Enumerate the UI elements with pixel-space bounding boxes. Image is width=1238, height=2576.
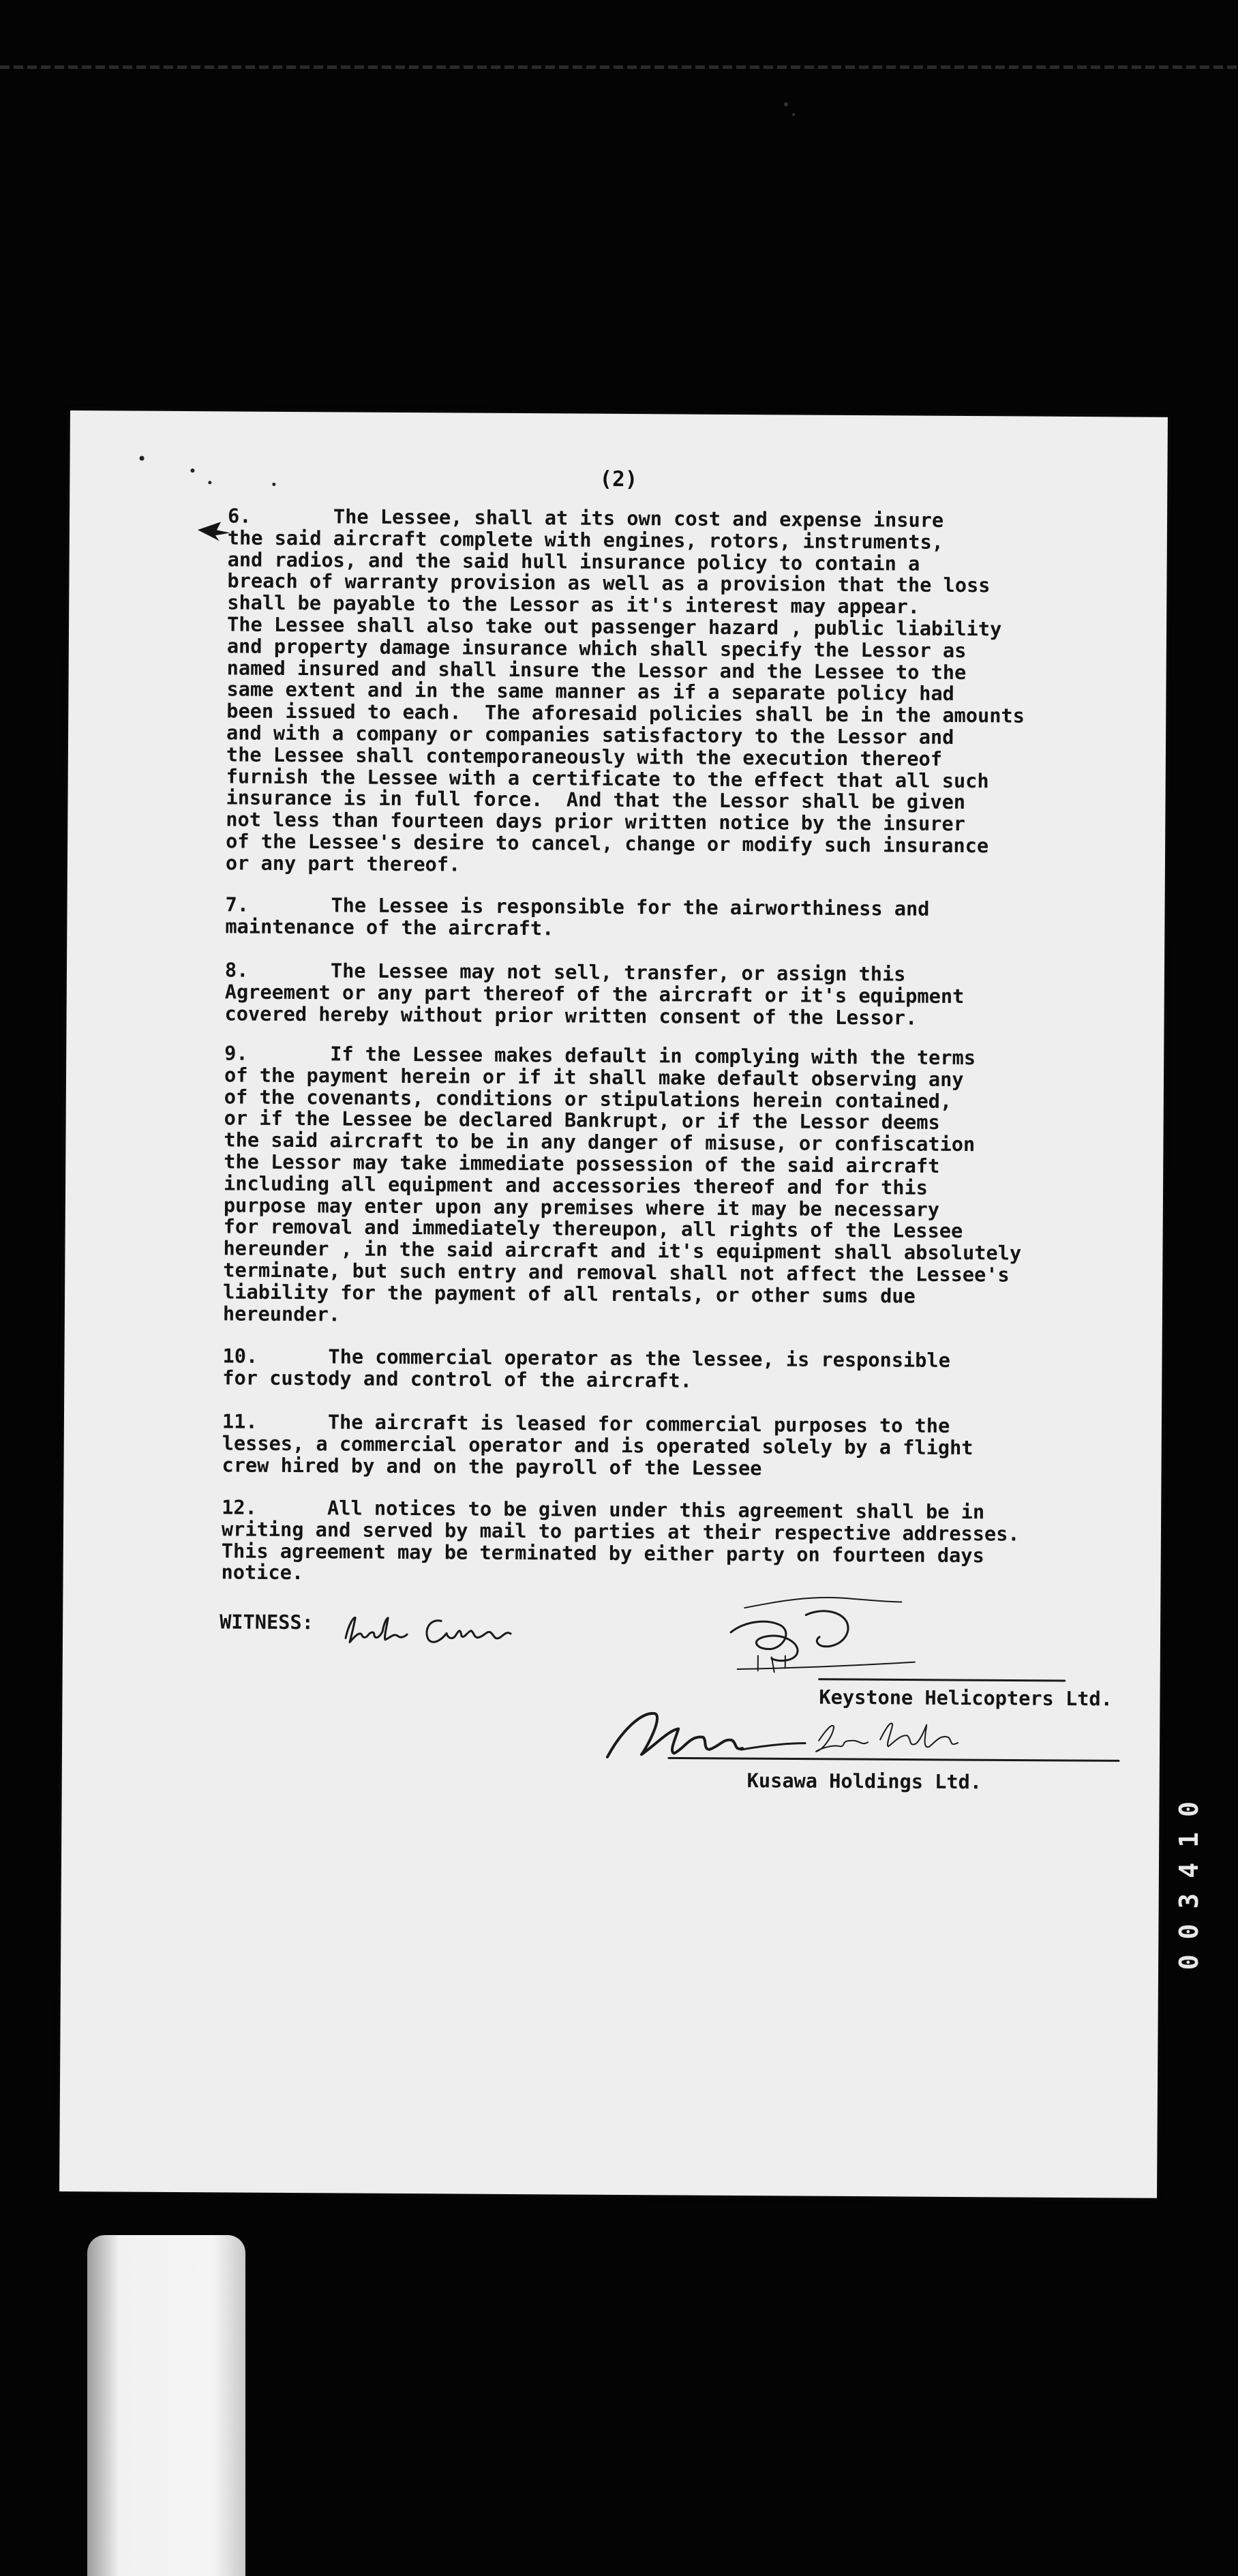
clause-line: insurance is in full force. And that the Lessor shall be given (226, 785, 966, 814)
clause-10 (222, 1345, 950, 1393)
clause-line: liability for the payment of all rentals, or other sums due (223, 1280, 916, 1308)
clause-line: terminate, but such entry and removal shall not affect the Lessee's (223, 1258, 1010, 1287)
lessee-signature (601, 1690, 1133, 1776)
film-top-edge (0, 65, 1238, 69)
clause-line: not less than fourteen days prior written notice by the insurer (226, 807, 965, 836)
clause-line: The Lessee shall also take out passenger hazard , public liability (226, 612, 1002, 641)
clause-line: writing and served by mail to parties at their respective addresses. (221, 1517, 1020, 1546)
clause-line: notice. (221, 1560, 304, 1585)
clause-line: the Lessee shall contemporaneously with the execution thereof (226, 743, 943, 770)
clause-line: purpose may enter upon any premises where it may be necessary (223, 1193, 940, 1221)
clause-6 (226, 505, 1026, 879)
clause-line: including all equipment and accessories thereof and for this (223, 1171, 928, 1199)
clause-line: 11. The aircraft is leased for commercial purposes to the (222, 1409, 950, 1437)
clause-line: the said aircraft complete with engines, rotors, instruments, (227, 526, 944, 554)
clause-line: furnish the Lessee with a certificate to the effect that all such (226, 764, 989, 792)
margin-arrow-icon (196, 520, 232, 542)
lessee-company-name: Kusawa Holdings Ltd. (746, 1769, 982, 1794)
clause-line: breach of warranty provision as well as a provision that the loss (227, 569, 991, 597)
clause-line: 12. All notices to be given under this agreement shall be in (222, 1495, 985, 1524)
clause-line: or any part thereof. (225, 851, 461, 876)
margin-stamp-number (1174, 1786, 1203, 2032)
margin-mark (140, 456, 145, 461)
clause-line: and property damage insurance which shall specify the Lessor as (226, 634, 967, 662)
clause-line: of the payment herein or if it shall make default observing any (224, 1063, 964, 1091)
clause-line: for custody and control of the aircraft. (222, 1366, 693, 1392)
clause-7 (225, 894, 929, 942)
clause-line: This agreement may be terminated by either party on fourteen days (221, 1538, 984, 1567)
lessor-signature (716, 1581, 1072, 1698)
clause-line: crew hired by and on the payroll of the Lessee (222, 1452, 762, 1480)
page-number: (2) (599, 466, 638, 492)
document-page (59, 410, 1168, 2198)
margin-stamp-text: 003410 (1174, 1786, 1204, 1971)
clause-line: 8. The Lessee may not sell, transfer, or assign this (224, 958, 906, 986)
witness-signature (339, 1597, 558, 1660)
clause-line: maintenance of the aircraft. (225, 914, 554, 940)
clause-line: 9. If the Lessee makes default in complying with the terms (224, 1041, 976, 1070)
clause-11 (222, 1411, 973, 1480)
clause-line: 7. The Lessee is responsible for the airworthiness and (225, 893, 930, 920)
clause-12 (221, 1497, 1019, 1588)
clause-line: hereunder , in the said aircraft and it's equipment shall absolutely (223, 1236, 1022, 1265)
clause-line: the said aircraft to be in any danger of misuse, or confiscation (224, 1128, 976, 1156)
clause-line: and with a company or companies satisfactory to the Lessor and (226, 721, 954, 749)
clause-line: and radios, and the said hull insurance policy to contain a (227, 548, 920, 575)
clause-9 (223, 1043, 1023, 1330)
clause-line: 6. The Lessee, shall at its own cost and expense insure (227, 504, 944, 532)
film-speck (784, 102, 788, 106)
clause-line: hereunder. (222, 1301, 341, 1326)
witness-label: WITNESS: (220, 1610, 314, 1634)
clause-line: 10. The commercial operator as the lessee, is responsible (222, 1344, 950, 1372)
clause-line: covered hereby without prior written consent of the Lessor. (224, 1001, 918, 1030)
clause-8 (225, 959, 965, 1029)
clause-line: for removal and immediately thereupon, all rights of the Lessee (223, 1214, 963, 1243)
film-speck (792, 113, 795, 116)
next-frame-edge (87, 2235, 245, 2576)
clause-line: of the covenants, conditions or stipulations herein contained, (224, 1084, 952, 1113)
clause-line: lesses, a commercial operator and is operated solely by a flight (222, 1431, 973, 1459)
clause-line: been issued to each. The aforesaid policies shall be in the amounts (226, 699, 1025, 728)
clause-line: shall be payable to the Lessor as it's interest may appear. (227, 590, 920, 618)
clause-line: the Lessor may take immediate possession of the said aircraft (224, 1150, 940, 1178)
clause-line: or if the Lessee be declared Bankrupt, or if the Lessor deems (224, 1106, 940, 1135)
lessor-company-name: Keystone Helicopters Ltd. (819, 1685, 1113, 1711)
clause-line: same extent and in the same manner as if a separate policy had (226, 677, 954, 706)
clause-line: Agreement or any part thereof of the aircraft or it's equipment (224, 980, 965, 1008)
clause-line: of the Lessee's desire to cancel, change or modify such insurance (226, 829, 989, 858)
clause-line: named insured and shall insure the Lessor and the Lessee to the (226, 655, 967, 684)
